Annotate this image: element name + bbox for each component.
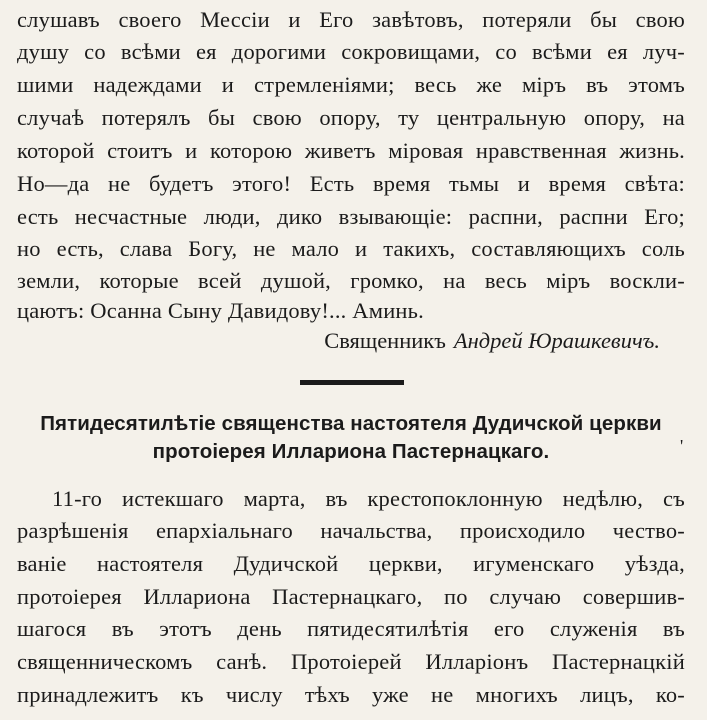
body-text-line: Но—да не будетъ этого! Есть время тьмы и время свѣта: <box>17 171 685 196</box>
body-text-line: священническомъ санѣ. Протоіерей Илларіонъ Пастернацкій <box>17 649 685 674</box>
body-text-line: слушавъ своего Мессіи и Его завѣтовъ, потеряли бы свою <box>17 7 685 32</box>
signature-name: Андрей Юрашкевичъ. <box>453 328 660 353</box>
body-text-line: шагося въ этотъ день пятидесятилѣтія его служенія въ <box>17 616 685 641</box>
body-text-line: 11-го истекшаго марта, въ крестопоклонную недѣлю, съ <box>52 486 685 511</box>
body-text-line: разрѣшенія епархіальнаго начальства, происходило чество- <box>17 518 685 543</box>
signature <box>324 326 660 356</box>
signature-title: Священникъ <box>324 328 446 353</box>
margin-mark: ' <box>680 436 684 456</box>
body-text-line: есть несчастные люди, дико взывающіе: распни, распни Его; <box>17 204 685 229</box>
body-text-line: протоіерея Иллариона Пастернацкаго, по случаю совершив- <box>17 584 685 609</box>
body-text-line: ваніе настоятеля Дудичской церкви, игуменскаго уѣзда, <box>17 551 685 576</box>
body-text-line: шими надеждами и стремленіями; весь же міръ въ этомъ <box>17 72 685 97</box>
body-text-line: случаѣ потерялъ бы свою опору, ту центральную опору, на <box>17 105 685 130</box>
article-heading-line-1: Пятидесятилѣтіе священства настоятеля Дудичской церкви <box>40 412 662 435</box>
body-text-line: но есть, слава Богу, не мало и такихъ, составляющихъ соль <box>17 236 685 261</box>
body-text-line: земли, которые всей душой, громко, на весь міръ воскли- <box>17 268 685 293</box>
body-text-line: принадлежитъ къ числу тѣхъ уже не многихъ лицъ, ко- <box>17 682 685 707</box>
body-text-line: цаютъ: Осанна Сыну Давидову!... Аминь. <box>17 298 424 323</box>
body-text-line: душу со всѣми ея дорогими сокровищами, со всѣми ея луч- <box>17 39 685 64</box>
section-divider <box>300 380 404 385</box>
body-text-line: которой стоитъ и которою живетъ міровая нравственная жизнь. <box>17 138 685 163</box>
article-heading-line-2: протоіерея Иллариона Пастернацкаго. <box>152 440 550 463</box>
